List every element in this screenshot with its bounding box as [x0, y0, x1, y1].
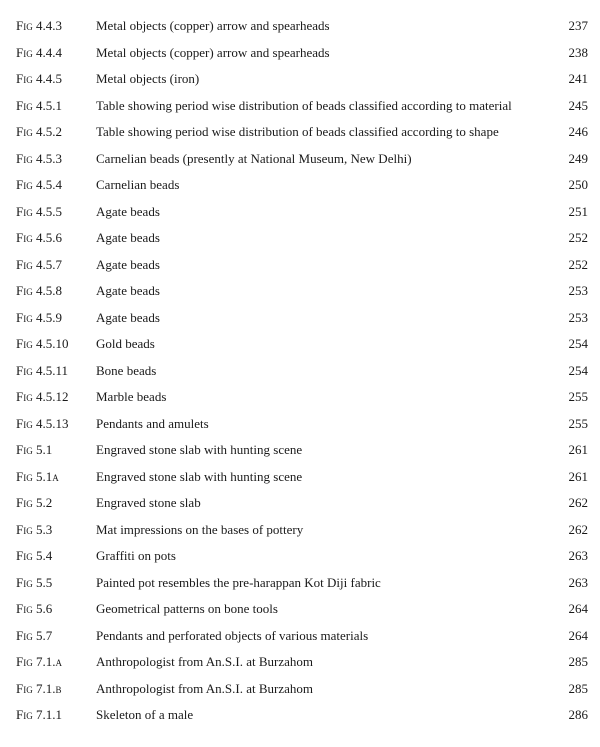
- figure-entry: [0, 332, 600, 359]
- figure-title: Agate beads: [96, 256, 160, 272]
- figure-title: Metal objects (iron): [96, 71, 200, 86]
- figure-number: Fig 4.4.4: [16, 44, 62, 60]
- figure-number: Fig 5.3: [16, 521, 53, 537]
- figure-title: Pendants and perforated objects of various materials: [96, 627, 369, 643]
- figure-entry: [0, 94, 600, 121]
- page-number: 263: [568, 574, 588, 590]
- figure-number: Fig 4.4.3: [16, 18, 62, 33]
- figure-number: Fig 5.1a: [16, 468, 59, 484]
- figure-entry: [0, 650, 600, 677]
- page-number: 255: [568, 415, 588, 431]
- figure-entry: [0, 703, 600, 730]
- page-number: 253: [568, 283, 588, 298]
- figure-entry: [0, 385, 600, 412]
- page-number: 261: [568, 468, 588, 484]
- figure-number: Fig 4.4.5: [16, 71, 62, 86]
- figure-title: Gold beads: [96, 336, 155, 351]
- figure-entry: [0, 67, 600, 94]
- figure-number: Fig 5.1: [16, 442, 53, 457]
- page-number: 264: [568, 601, 588, 616]
- page-number: 285: [568, 680, 588, 696]
- figure-title: Metal objects (copper) arrow and spearheads: [96, 18, 330, 33]
- figure-entry: [0, 412, 600, 439]
- figure-title: Geometrical patterns on bone tools: [96, 601, 278, 616]
- figure-title: Carnelian beads (presently at National Museum, New Delhi): [96, 150, 412, 166]
- figure-entry: [0, 465, 600, 492]
- page-number: 253: [568, 309, 588, 325]
- page-number: 237: [568, 18, 588, 33]
- figure-title: Table showing period wise distribution of beads classified according to shape: [96, 124, 499, 139]
- page-number: 285: [568, 654, 588, 669]
- page-number: 263: [568, 548, 588, 563]
- figure-number: Fig 4.5.12: [16, 389, 69, 404]
- figure-entry: [0, 279, 600, 306]
- figure-title: Carnelian beads: [96, 177, 180, 192]
- figure-entry: [0, 491, 600, 518]
- figure-entry: [0, 518, 600, 545]
- figure-title: Agate beads: [96, 203, 160, 219]
- figure-entry: [0, 438, 600, 465]
- figure-title: Painted pot resembles the pre-harappan Kot Diji fabric: [96, 574, 381, 590]
- figure-number: Fig 7.1.1: [16, 707, 62, 722]
- page-number: 241: [568, 71, 588, 86]
- figure-number: Fig 4.5.1: [16, 97, 62, 113]
- figure-number: Fig 4.5.4: [16, 177, 62, 192]
- figure-title: Engraved stone slab with hunting scene: [96, 468, 303, 484]
- page-number: 250: [568, 177, 588, 192]
- figure-number: Fig 5.7: [16, 627, 53, 643]
- figure-number: Fig 5.4: [16, 548, 53, 563]
- figure-number: Fig 4.5.11: [16, 362, 68, 378]
- list-of-figures: [0, 14, 600, 730]
- figure-number: Fig 4.5.9: [16, 309, 62, 325]
- page-number: 252: [568, 230, 588, 245]
- figure-title: Agate beads: [96, 230, 160, 245]
- figure-entry: [0, 306, 600, 333]
- figure-title: Agate beads: [96, 283, 160, 298]
- figure-entry: [0, 544, 600, 571]
- page-number: 286: [568, 707, 588, 722]
- figure-title: Table showing period wise distribution of beads classified according to material: [96, 97, 512, 113]
- figure-number: Fig 5.2: [16, 495, 53, 510]
- page-number: 255: [568, 389, 588, 404]
- figure-entry: [0, 571, 600, 598]
- figure-number: Fig 4.5.6: [16, 230, 62, 245]
- page-number: 254: [568, 362, 588, 378]
- page-number: 264: [568, 627, 588, 643]
- figure-title: Agate beads: [96, 309, 160, 325]
- figure-number: Fig 4.5.7: [16, 256, 62, 272]
- figure-number: Fig 7.1.a: [16, 654, 62, 669]
- page-number: 254: [568, 336, 588, 351]
- page-number: 245: [568, 97, 588, 113]
- figure-entry: [0, 226, 600, 253]
- page-number: 251: [568, 203, 588, 219]
- figure-entry: [0, 359, 600, 386]
- figure-number: Fig 5.6: [16, 601, 53, 616]
- figure-number: Fig 4.5.8: [16, 283, 62, 298]
- figure-number: Fig 4.5.10: [16, 336, 69, 351]
- figure-number: Fig 4.5.5: [16, 203, 62, 219]
- figure-title: Pendants and amulets: [96, 415, 209, 431]
- figure-number: Fig 5.5: [16, 574, 53, 590]
- page-number: 246: [568, 124, 588, 139]
- figure-entry: [0, 253, 600, 280]
- figure-entry: [0, 597, 600, 624]
- figure-number: Fig 7.1.b: [16, 680, 62, 696]
- figure-entry: [0, 624, 600, 651]
- page-number: 252: [568, 256, 588, 272]
- figure-number: Fig 4.5.2: [16, 124, 62, 139]
- figure-entry: [0, 147, 600, 174]
- figure-number: Fig 4.5.3: [16, 150, 62, 166]
- figure-title: Engraved stone slab: [96, 495, 201, 510]
- page-number: 238: [568, 44, 588, 60]
- figure-title: Graffiti on pots: [96, 548, 176, 563]
- figure-title: Bone beads: [96, 362, 157, 378]
- figure-title: Mat impressions on the bases of pottery: [96, 521, 304, 537]
- page-number: 262: [568, 521, 588, 537]
- figure-entry: [0, 14, 600, 41]
- figure-entry: [0, 120, 600, 147]
- page-number: 249: [568, 150, 588, 166]
- figure-entry: [0, 200, 600, 227]
- figure-entry: [0, 41, 600, 68]
- figure-title: Marble beads: [96, 389, 167, 404]
- figure-title: Anthropologist from An.S.I. at Burzahom: [96, 680, 314, 696]
- figure-number: Fig 4.5.13: [16, 415, 69, 431]
- figure-title: Engraved stone slab with hunting scene: [96, 442, 303, 457]
- page-number: 261: [568, 442, 588, 457]
- figure-entry: [0, 677, 600, 704]
- page-number: 262: [568, 495, 588, 510]
- figure-title: Skeleton of a male: [96, 707, 194, 722]
- figure-entry: [0, 173, 600, 200]
- figure-title: Metal objects (copper) arrow and spearheads: [96, 44, 330, 60]
- figure-title: Anthropologist from An.S.I. at Burzahom: [96, 654, 314, 669]
